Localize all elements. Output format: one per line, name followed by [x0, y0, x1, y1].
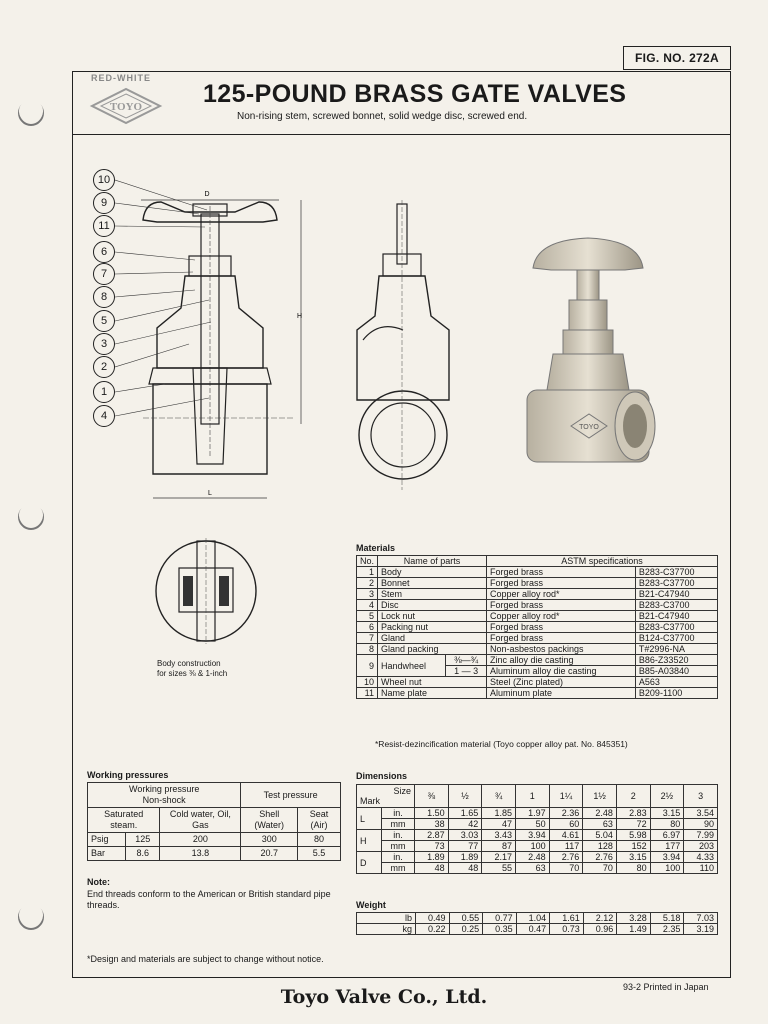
table-row: [357, 913, 718, 924]
dimensions-body: [357, 808, 718, 874]
cell: 2.76: [549, 852, 583, 863]
callout-9: 9: [93, 192, 115, 214]
header-text: Working pressure: [128, 784, 200, 794]
cell: 152: [616, 841, 650, 852]
body-detail-drawing: [153, 538, 259, 644]
design-note: *Design and materials are subject to change without notice.: [87, 954, 324, 964]
size-header: 1: [515, 785, 549, 808]
note-text: End threads conform to the American or British standard pipe threads.: [87, 889, 331, 910]
cell: B21-C47940: [635, 589, 717, 600]
cell: 3.28: [617, 913, 651, 924]
cell: 2.83: [616, 808, 650, 819]
size-header: ⅜: [415, 785, 449, 808]
cell: 1.97: [515, 808, 549, 819]
dimension-d-label: D: [204, 191, 210, 198]
table-row: [88, 847, 341, 861]
cell: 1.65: [448, 808, 482, 819]
table-row: [357, 852, 718, 863]
cell: 8.6: [126, 847, 160, 861]
col-astm: ASTM specifications: [486, 556, 717, 567]
table-row: [88, 833, 341, 847]
table-row: [357, 622, 718, 633]
unit-cell: in.: [382, 830, 415, 841]
caption-line-1: Body construction: [157, 659, 221, 668]
cell: 90: [684, 819, 718, 830]
cell: 0.96: [583, 924, 617, 935]
mark-cell: H: [357, 830, 382, 852]
cell: Gland: [378, 633, 487, 644]
binder-hole: [13, 899, 50, 936]
cell: Forged brass: [486, 567, 635, 578]
unit-cell: mm: [382, 863, 415, 874]
callout-4: 4: [93, 405, 115, 427]
cell: Copper alloy rod*: [486, 611, 635, 622]
cell: Name plate: [378, 688, 487, 699]
cell: Zinc alloy die casting: [486, 655, 635, 666]
cell: 3.54: [684, 808, 718, 819]
cell: 6: [357, 622, 378, 633]
cell: 87: [482, 841, 516, 852]
callout-1: 1: [93, 381, 115, 403]
size-header: 1¼: [549, 785, 583, 808]
body-construction-caption: [157, 659, 227, 679]
cell: 4.33: [684, 852, 718, 863]
table-row: [357, 819, 718, 830]
cell: 13.8: [160, 847, 241, 861]
cell: 5: [357, 611, 378, 622]
table-row: [357, 633, 718, 644]
cell: 42: [448, 819, 482, 830]
cell: 1: [357, 567, 378, 578]
table-row: [357, 841, 718, 852]
cell: Wheel nut: [378, 677, 487, 688]
callout-11: 11: [93, 215, 115, 237]
cell: 200: [160, 833, 241, 847]
unit-cell: kg: [357, 924, 416, 935]
cell: 100: [515, 841, 549, 852]
cell: 0.49: [416, 913, 450, 924]
cell: B85-A03840: [635, 666, 717, 677]
cell: Handwheel: [378, 655, 446, 677]
size-label: Size: [393, 786, 411, 796]
page-subtitle: Non-rising stem, screwed bonnet, solid wedge disc, screwed end.: [237, 111, 528, 122]
cell: 2: [357, 578, 378, 589]
callout-7: 7: [93, 263, 115, 285]
cell: 7.03: [684, 913, 718, 924]
weight-table: [356, 912, 718, 935]
cell: 1.50: [415, 808, 449, 819]
cell: 4: [357, 600, 378, 611]
cell: Lock nut: [378, 611, 487, 622]
callout-2: 2: [93, 356, 115, 378]
cell: 5.18: [650, 913, 684, 924]
cell: B283-C3700: [635, 600, 717, 611]
size-header: 2½: [650, 785, 684, 808]
cell: 7.99: [684, 830, 718, 841]
table-row: [357, 578, 718, 589]
dimensions-table: [356, 784, 718, 874]
cell: Forged brass: [486, 622, 635, 633]
callout-8: 8: [93, 286, 115, 308]
cell: B209-1100: [635, 688, 717, 699]
cell: 47: [482, 819, 516, 830]
mark-cell: L: [357, 808, 382, 830]
size-header: 2: [616, 785, 650, 808]
cell: 3.15: [616, 852, 650, 863]
col-name: Name of parts: [378, 556, 487, 567]
header-working: [88, 783, 241, 808]
cell: A563: [635, 677, 717, 688]
unit-cell: lb: [357, 913, 416, 924]
cell: 48: [415, 863, 449, 874]
cell: Disc: [378, 600, 487, 611]
cell: 1.89: [415, 852, 449, 863]
cell: 300: [241, 833, 298, 847]
table-row: [357, 677, 718, 688]
cell: 70: [583, 863, 617, 874]
cell: 55: [482, 863, 516, 874]
cell: 100: [650, 863, 684, 874]
cell: 73: [415, 841, 449, 852]
cell: Forged brass: [486, 633, 635, 644]
table-row: [357, 655, 718, 666]
cell: 1.89: [448, 852, 482, 863]
cell: 2.35: [650, 924, 684, 935]
cell: 72: [616, 819, 650, 830]
dimension-h-label: H: [297, 313, 303, 320]
cell: 80: [650, 819, 684, 830]
cell: 3.94: [515, 830, 549, 841]
working-pressures-label: Working pressures: [87, 770, 169, 780]
figure-number: FIG. NO. 272A: [623, 46, 731, 70]
cell: 38: [415, 819, 449, 830]
header-test: Test pressure: [241, 783, 341, 808]
table-row: [357, 924, 718, 935]
cell: 6.97: [650, 830, 684, 841]
printed-in: 93-2 Printed in Japan: [623, 982, 709, 992]
materials-label: Materials: [356, 543, 396, 553]
cell: Aluminum alloy die casting: [486, 666, 635, 677]
cell: 2.87: [415, 830, 449, 841]
table-row: [357, 611, 718, 622]
materials-table: [356, 555, 718, 699]
cell: Bar: [88, 847, 126, 861]
callout-5: 5: [93, 310, 115, 332]
cell: 80: [298, 833, 341, 847]
cell: 2.12: [583, 913, 617, 924]
cell: Non-asbestos packings: [486, 644, 635, 655]
cell: Steel (Zinc plated): [486, 677, 635, 688]
table-row: [357, 688, 718, 699]
cell: 0.73: [550, 924, 584, 935]
cell: 63: [583, 819, 617, 830]
cell: 8: [357, 644, 378, 655]
cell: 63: [515, 863, 549, 874]
cell: 10: [357, 677, 378, 688]
size-header: 1½: [583, 785, 617, 808]
toyo-logo-icon: [89, 86, 163, 126]
cell: 50: [515, 819, 549, 830]
header-cold: Cold water, Oil, Gas: [160, 808, 241, 833]
header-text: Non-shock: [142, 795, 186, 805]
materials-footnote: *Resist-dezincification material (Toyo copper alloy pat. No. 845351): [375, 739, 628, 749]
table-row: [357, 808, 718, 819]
cell: Body: [378, 567, 487, 578]
cell: 0.25: [449, 924, 483, 935]
cell: B283-C37700: [635, 567, 717, 578]
size-header: 3: [684, 785, 718, 808]
cell: Bonnet: [378, 578, 487, 589]
size-header: ¾: [482, 785, 516, 808]
cell: 128: [583, 841, 617, 852]
cell: 125: [126, 833, 160, 847]
cell: Packing nut: [378, 622, 487, 633]
cell: 80: [616, 863, 650, 874]
callout-leaders: [115, 172, 225, 422]
header-seat: Seat (Air): [298, 808, 341, 833]
cell: 77: [448, 841, 482, 852]
unit-cell: mm: [382, 841, 415, 852]
cell: 203: [684, 841, 718, 852]
table-row: [357, 567, 718, 578]
cell: 3: [357, 589, 378, 600]
cell: 70: [549, 863, 583, 874]
valve-side-drawing: [349, 200, 461, 490]
photo-logo-text: TOYO: [579, 424, 599, 431]
cell: Gland packing: [378, 644, 487, 655]
unit-cell: in.: [382, 808, 415, 819]
cell: 177: [650, 841, 684, 852]
cell: 0.55: [449, 913, 483, 924]
cell: B124-C37700: [635, 633, 717, 644]
binder-hole: [13, 499, 50, 536]
cell: 2.36: [549, 808, 583, 819]
cell: 60: [549, 819, 583, 830]
page-title: 125-POUND BRASS GATE VALVES: [203, 80, 627, 108]
binder-hole: [13, 95, 50, 132]
cell: 3.03: [448, 830, 482, 841]
working-pressures-table: [87, 782, 341, 861]
cell: 5.98: [616, 830, 650, 841]
cell: 0.22: [416, 924, 450, 935]
cell: 3.15: [650, 808, 684, 819]
mark-label: Mark: [360, 796, 380, 806]
cell: 7: [357, 633, 378, 644]
unit-cell: in.: [382, 852, 415, 863]
header: [73, 72, 730, 135]
cell: 3.43: [482, 830, 516, 841]
col-no: No.: [357, 556, 378, 567]
unit-cell: mm: [382, 819, 415, 830]
cell: 20.7: [241, 847, 298, 861]
cell: Stem: [378, 589, 487, 600]
cell: 2.48: [515, 852, 549, 863]
valve-photo: [513, 230, 663, 480]
table-row: [357, 600, 718, 611]
weight-label: Weight: [356, 900, 386, 910]
dimensions-label: Dimensions: [356, 771, 408, 781]
table-row: [357, 830, 718, 841]
cell: 1 — 3: [446, 666, 487, 677]
cell: 5.04: [583, 830, 617, 841]
cell: Copper alloy rod*: [486, 589, 635, 600]
header-shell: Shell (Water): [241, 808, 298, 833]
cell: B283-C37700: [635, 578, 717, 589]
cell: Psig: [88, 833, 126, 847]
cell: 9: [357, 655, 378, 677]
cell: 2.48: [583, 808, 617, 819]
cell: 117: [549, 841, 583, 852]
cell: B86-Z33520: [635, 655, 717, 666]
caption-line-2: for sizes ⅜ & 1-inch: [157, 669, 228, 678]
table-row: [357, 863, 718, 874]
note-title: Note:: [87, 877, 110, 887]
weight-body: [357, 913, 718, 935]
callout-10: 10: [93, 169, 115, 191]
cell: 0.77: [483, 913, 517, 924]
cell: 0.35: [483, 924, 517, 935]
cell: 110: [684, 863, 718, 874]
table-row: [357, 589, 718, 600]
cell: 2.76: [583, 852, 617, 863]
logo-text: TOYO: [109, 101, 143, 113]
cell: Forged brass: [486, 600, 635, 611]
size-mark-header: [357, 785, 415, 808]
cell: Forged brass: [486, 578, 635, 589]
cell: 48: [448, 863, 482, 874]
table-row: [357, 644, 718, 655]
cell: 1.61: [550, 913, 584, 924]
cell: 3.19: [684, 924, 718, 935]
datasheet-frame: [72, 71, 731, 978]
cell: Aluminum plate: [486, 688, 635, 699]
cell: 1.85: [482, 808, 516, 819]
dimension-l-label: L: [208, 490, 212, 497]
cell: 1.49: [617, 924, 651, 935]
cell: 11: [357, 688, 378, 699]
mark-cell: D: [357, 852, 382, 874]
cell: T#2996-NA: [635, 644, 717, 655]
brand-top-text: RED-WHITE: [91, 73, 151, 83]
cell: 2.17: [482, 852, 516, 863]
callout-3: 3: [93, 333, 115, 355]
cell: 0.47: [516, 924, 550, 935]
cell: 4.61: [549, 830, 583, 841]
cell: 3.94: [650, 852, 684, 863]
callout-6: 6: [93, 241, 115, 263]
company-name: Toyo Valve Co., Ltd.: [280, 986, 488, 1008]
cell: 5.5: [298, 847, 341, 861]
cell: B21-C47940: [635, 611, 717, 622]
header-saturated: Saturated steam.: [88, 808, 160, 833]
size-header: ½: [448, 785, 482, 808]
cell: 1.04: [516, 913, 550, 924]
cell: B283-C37700: [635, 622, 717, 633]
cell: ⅜—¾: [446, 655, 487, 666]
